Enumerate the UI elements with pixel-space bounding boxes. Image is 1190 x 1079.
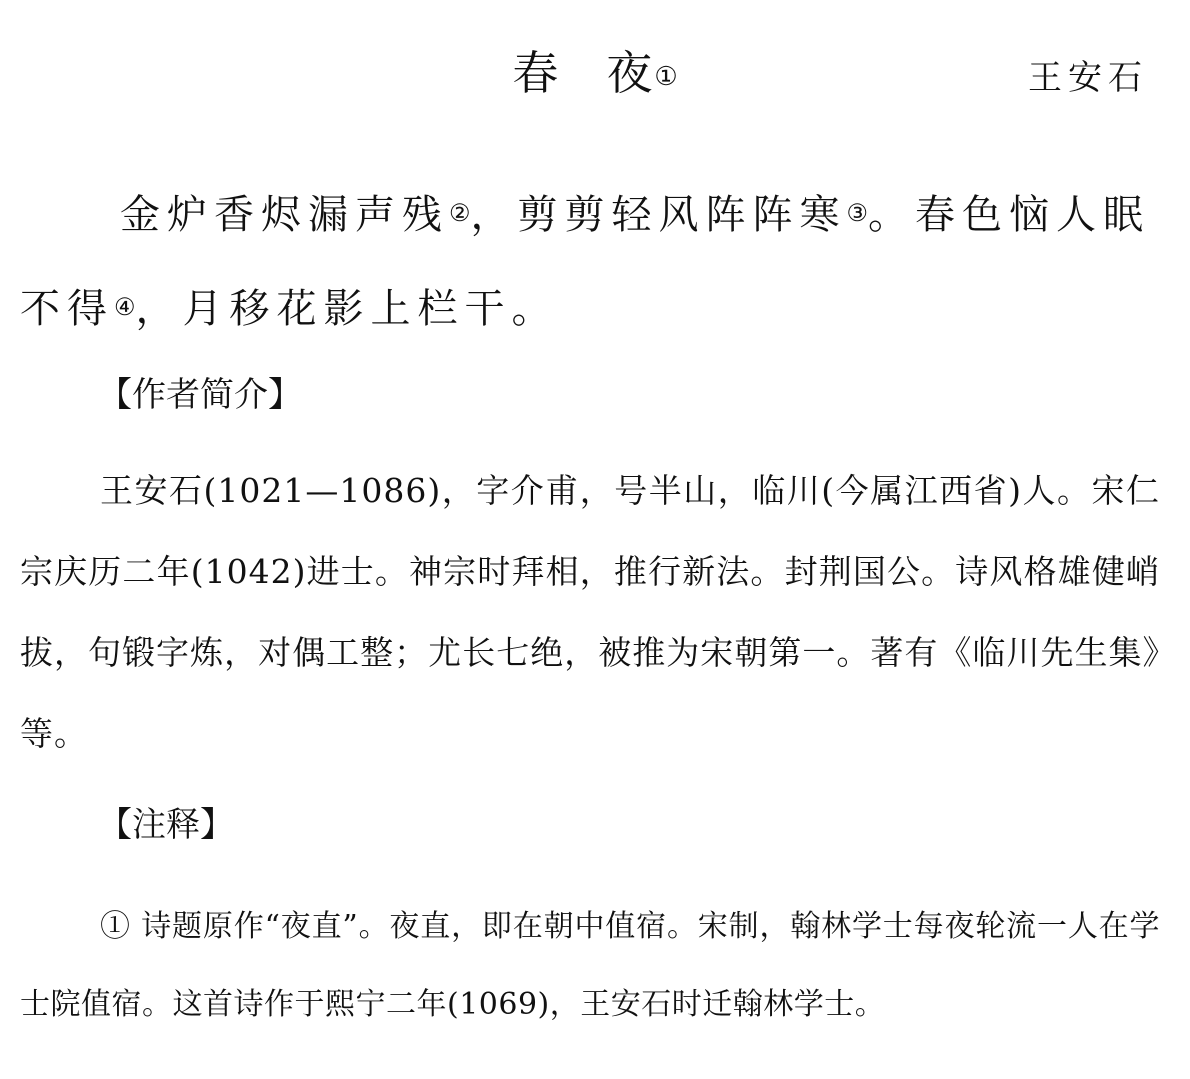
poem-line-1: 金炉香烬漏声残 [120,192,449,238]
author-intro-text: 王安石(1021—1086)，字介甫，号半山，临川(今属江西省)人。宋仁宗庆历二年(1042)进士。神宗时拜相，推行新法。封荆国公。诗风格雄健峭拔，句锻字炼，对偶工整；尤长七绝，被推为宋朝第一。著有《临川先生集》等。 [20,471,1160,753]
note-item-1 [20,888,1160,1044]
note-marker-1: ① [100,909,131,944]
title-footnote-marker: ① [654,62,678,92]
footnote-marker-3: ③ [846,199,869,227]
poem-title-char-2: 夜 [606,46,653,100]
poem-title [0,40,1190,106]
footnote-marker-4: ④ [114,293,136,321]
poem-author: 王安石 [1028,58,1148,98]
note-text-1: 诗题原作“夜直”。夜直，即在朝中值宿。宋制，翰林学士每夜轮流一人在学士院值宿。这首诗作于熙宁二年(1069)，王安石时迁翰林学士。 [20,909,1160,1022]
poem-line-2: ，剪剪轻风阵阵寒 [470,192,847,238]
poem-title-char-1: 春 [512,46,559,100]
poem-body [20,168,1160,356]
poem-line-3: 。春色恼人眠不得 [20,192,1151,332]
notes-heading: 【注释】 [98,805,234,845]
footnote-marker-2: ② [449,199,471,227]
author-intro-heading: 【作者简介】 [98,375,302,415]
poem-line-4: ，月移花影上栏干。 [135,286,559,332]
